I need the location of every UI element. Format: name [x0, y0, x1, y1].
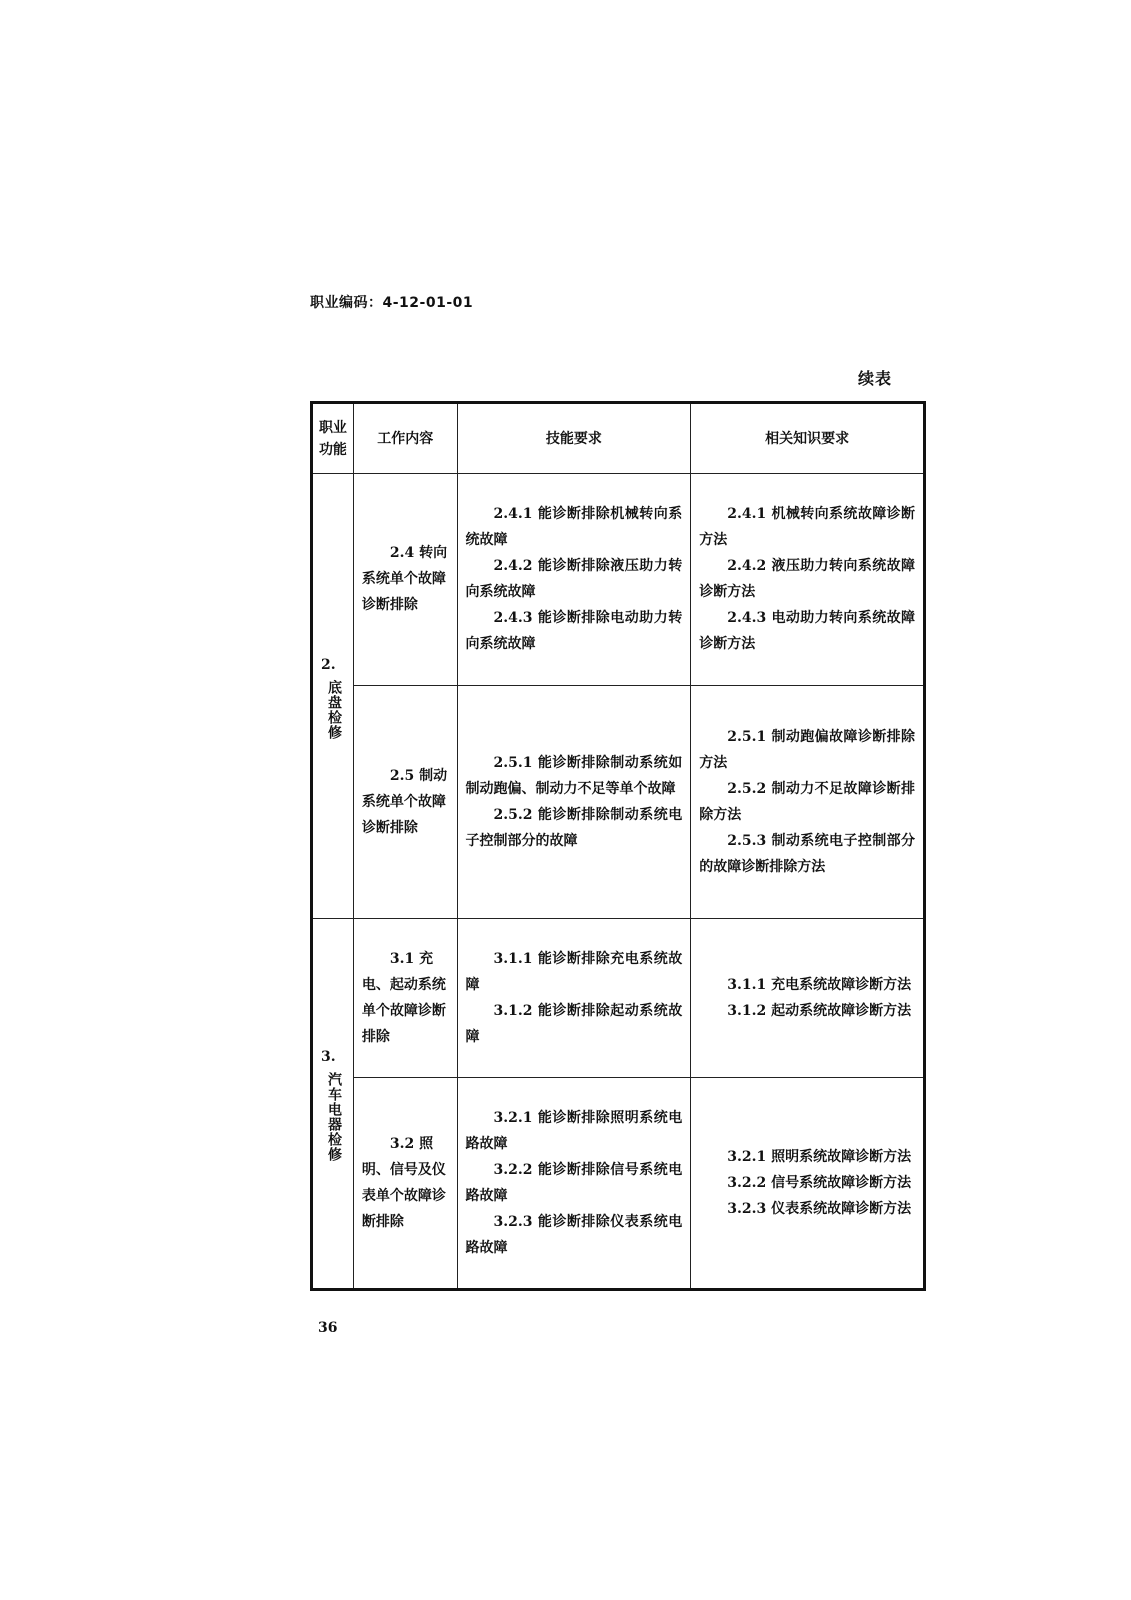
knowledge-cell: [691, 685, 925, 918]
knowledge-item: 2.4.2 液压助力转向系统故障诊断方法: [699, 558, 915, 601]
function-number: 2.: [321, 657, 336, 674]
skill-item: 2.5.1 能诊断排除制动系统如制动跑偏、制动力不足等单个故障: [465, 754, 683, 797]
skill-cell: [457, 685, 691, 918]
skill-item: 3.1.1 能诊断排除充电系统故障: [465, 950, 683, 993]
work-content-cell: 3.1 充电、起动系统单个故障诊断排除: [353, 918, 457, 1077]
skill-item: 2.4.1 能诊断排除机械转向系统故障: [465, 506, 683, 549]
knowledge-item: 3.2.3 仪表系统故障诊断方法: [727, 1200, 912, 1217]
knowledge-cell: [691, 1077, 925, 1289]
skill-item: 3.1.2 能诊断排除起动系统故障: [465, 1002, 683, 1045]
skill-cell: [457, 918, 691, 1077]
function-name: 底盘检修: [326, 680, 342, 741]
knowledge-item: 2.5.2 制动力不足故障诊断排除方法: [699, 780, 915, 823]
function-cell-chassis: [312, 474, 354, 919]
skill-item: 3.2.3 能诊断排除仪表系统电路故障: [465, 1213, 683, 1256]
table-row: [312, 918, 925, 1077]
continued-label: 续表: [858, 369, 893, 388]
knowledge-item: 2.5.3 制动系统电子控制部分的故障诊断排除方法: [699, 832, 915, 875]
table-row: [312, 474, 925, 685]
knowledge-item: 3.2.1 照明系统故障诊断方法: [727, 1148, 912, 1165]
knowledge-item: 3.1.1 充电系统故障诊断方法: [727, 976, 912, 993]
skill-item: 2.4.2 能诊断排除液压助力转向系统故障: [465, 558, 683, 601]
header-skill: 技能要求: [457, 403, 691, 474]
work-content-cell: 3.2 照明、信号及仪表单个故障诊断排除: [353, 1077, 457, 1289]
function-name: 汽车电器检修: [326, 1072, 342, 1163]
skill-item: 3.2.1 能诊断排除照明系统电路故障: [465, 1109, 683, 1152]
knowledge-item: 3.1.2 起动系统故障诊断方法: [727, 1002, 912, 1019]
skill-cell: [457, 1077, 691, 1289]
occupation-code: 职业编码：4-12-01-01: [310, 295, 474, 311]
knowledge-cell: [691, 474, 925, 685]
table-header-row: [312, 403, 925, 474]
function-number: 3.: [321, 1049, 336, 1066]
knowledge-item: 2.4.3 电动助力转向系统故障诊断方法: [699, 610, 915, 653]
skill-item: 2.5.2 能诊断排除制动系统电子控制部分的故障: [465, 806, 683, 849]
knowledge-cell: [691, 918, 925, 1077]
skill-requirements-table: [310, 401, 926, 1291]
header-work: 工作内容: [353, 403, 457, 474]
skill-item: 2.4.3 能诊断排除电动助力转向系统故障: [465, 610, 683, 653]
table-row: [312, 685, 925, 918]
work-content-cell: 2.4 转向系统单个故障诊断排除: [353, 474, 457, 685]
skill-cell: [457, 474, 691, 685]
work-content-cell: 2.5 制动系统单个故障诊断排除: [353, 685, 457, 918]
header-knowledge: 相关知识要求: [691, 403, 925, 474]
header-function: 职业功能: [312, 403, 354, 474]
table-row: [312, 1077, 925, 1289]
skill-item: 3.2.2 能诊断排除信号系统电路故障: [465, 1161, 683, 1204]
function-cell-electrical: [312, 918, 354, 1289]
knowledge-item: 2.5.1 制动跑偏故障诊断排除方法: [699, 728, 915, 771]
page-number: 36: [318, 1320, 338, 1336]
knowledge-item: 2.4.1 机械转向系统故障诊断方法: [699, 506, 915, 549]
knowledge-item: 3.2.2 信号系统故障诊断方法: [727, 1174, 912, 1191]
